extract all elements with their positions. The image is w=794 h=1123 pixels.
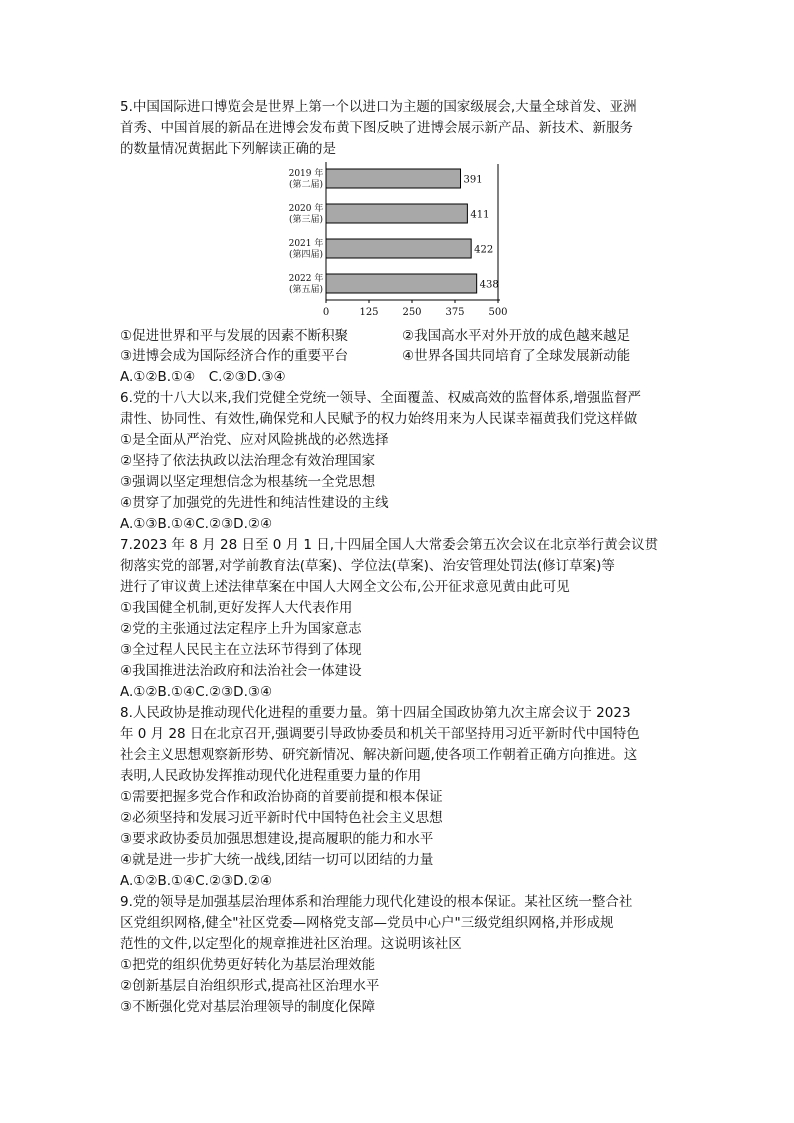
bar-value-label-2: 422 <box>474 244 494 256</box>
q8-option-1: ①需要把握多党合作和政治协商的首要前提和根本保证 <box>120 789 443 805</box>
q9-option-3: ③不断强化党对基层治理领导的制度化保障 <box>120 999 376 1015</box>
q9-stem-line-2: 区党组织网格,健全"社区党委—网格党支部—党员中心户"三级党组织网格,并形成规 <box>120 915 614 931</box>
q7-option-1: ①我国健全机制,更好发挥人大代表作用 <box>120 600 353 616</box>
q8-stem-line-1: 8.人民政协是推动现代化进程的重要力量。第十四届全国政协第九次主席会议于 2023 <box>120 705 631 721</box>
q7-stem-line-3: 进行了审议黄上述法律草案在中国人大网全文公布,公开征求意见黄由此可见 <box>120 579 570 595</box>
q8-option-3: ③要求政协委员加强思想建设,提高履职的能力和水平 <box>120 831 434 847</box>
q5-option-2: ②我国高水平对外开放的成色越来越足 <box>402 328 631 344</box>
bar-1 <box>326 204 467 223</box>
category-year-label-2: 2021 年 <box>288 239 324 249</box>
category-year-label-1: 2020 年 <box>288 204 324 214</box>
q8-stem-line-3: 社会主义思想观察新形势、研究新情况、解决新问题,使各项工作朝着正确方向推进。这 <box>120 747 638 763</box>
q6-stem-line-1: 6.党的十八大以来,我们党健全党统一领导、全面覆盖、权威高效的监督体系,增强监督严 <box>120 390 641 406</box>
q6-option-1: ①是全面从严治党、应对风险挑战的必然选择 <box>120 432 389 448</box>
q6-option-3: ③强调以坚定理想信念为根基统一全党思想 <box>120 474 376 490</box>
category-edition-label-1: (第三届) <box>288 215 324 225</box>
q5-stem-line-2: 首秀、中国首展的新品在进博会发布黄下图反映了进博会展示新产品、新技术、新服务 <box>120 120 633 136</box>
q8-option-2: ②必须坚持和发展习近平新时代中国特色社会主义思想 <box>120 810 443 826</box>
q5-answer-choices: A.①②B.①④ C.②③D.③④ <box>120 369 286 385</box>
bar-value-label-0: 391 <box>463 174 483 186</box>
bar-2 <box>326 239 471 258</box>
q8-stem-line-4: 表明,人民政协发挥推动现代化进程重要力量的作用 <box>120 768 422 784</box>
q9-stem-line-1: 9.党的领导是加强基层治理体系和治理能力现代化建设的根本保证。某社区统一整合社 <box>120 894 633 910</box>
q5-stem-line-3: 的数量情况黄据此下列解读正确的是 <box>120 141 336 157</box>
x-tick-label-1: 125 <box>359 307 379 318</box>
q5-option-4: ④世界各国共同培育了全球发展新动能 <box>402 348 631 364</box>
q6-option-4: ④贯穿了加强党的先进性和纯洁性建设的主线 <box>120 495 389 511</box>
exhibit-bar-chart <box>270 160 530 320</box>
q7-option-2: ②党的主张通过法定程序上升为国家意志 <box>120 621 362 637</box>
q7-option-4: ④我国推进法治政府和法治社会一体建设 <box>120 663 362 679</box>
bar-0 <box>326 169 461 188</box>
q5-option-1: ①促进世界和平与发展的因素不断积聚 <box>120 328 349 344</box>
bar-value-label-1: 411 <box>470 209 490 221</box>
category-edition-label-2: (第四届) <box>288 250 324 260</box>
bar-value-label-3: 438 <box>479 279 499 291</box>
category-year-label-0: 2019 年 <box>288 169 324 179</box>
q9-option-2: ②创新基层自治组织形式,提高社区治理水平 <box>120 978 380 994</box>
q7-stem-line-2: 彻落实党的部署,对学前教育法(草案)、学位法(草案)、治安管理处罚法(修订草案)等 <box>120 558 615 574</box>
category-edition-label-3: (第五届) <box>288 285 324 295</box>
q5-option-3: ③进博会成为国际经济合作的重要平台 <box>120 348 349 364</box>
q8-stem-line-2: 年 0 月 28 日在北京召开,强调要引导政协委员和机关干部坚持用习近平新时代中国特色 <box>120 726 640 742</box>
x-tick-label-3: 375 <box>445 307 465 318</box>
bar-3 <box>326 274 477 293</box>
q9-stem-line-3: 范性的文件,以定型化的规章推进社区治理。这说明该社区 <box>120 936 462 952</box>
q8-option-4: ④就是进一步扩大统一战线,团结一切可以团结的力量 <box>120 852 434 868</box>
category-edition-label-0: (第二届) <box>288 180 324 190</box>
q7-stem-line-1: 7.2023 年 8 月 28 日至 0 月 1 日,十四届全国人大常委会第五次会议在北京举行黄会议贯 <box>120 537 659 553</box>
q8-answer-choices: A.①②B.①④C.②③D.②④ <box>120 873 273 889</box>
q5-stem-line-1: 5.中国国际进口博览会是世界上第一个以进口为主题的国家级展会,大量全球首发、亚洲 <box>120 99 637 115</box>
q6-answer-choices: A.①③B.①④C.②③D.②④ <box>120 516 273 532</box>
q6-option-2: ②坚持了依法执政以法治理念有效治理国家 <box>120 453 376 469</box>
x-tick-label-4: 500 <box>488 307 508 318</box>
q7-option-3: ③全过程人民民主在立法环节得到了体现 <box>120 642 362 658</box>
q6-stem-line-2: 肃性、协同性、有效性,确保党和人民赋予的权力始终用来为人民谋幸福黄我们党这样做 <box>120 411 638 427</box>
x-tick-label-2: 250 <box>402 307 422 318</box>
category-year-label-3: 2022 年 <box>288 274 324 284</box>
q7-answer-choices: A.①②B.①④C.②③D.③④ <box>120 684 273 700</box>
q9-option-1: ①把党的组织优势更好转化为基层治理效能 <box>120 957 376 973</box>
x-tick-label-0: 0 <box>322 307 330 318</box>
